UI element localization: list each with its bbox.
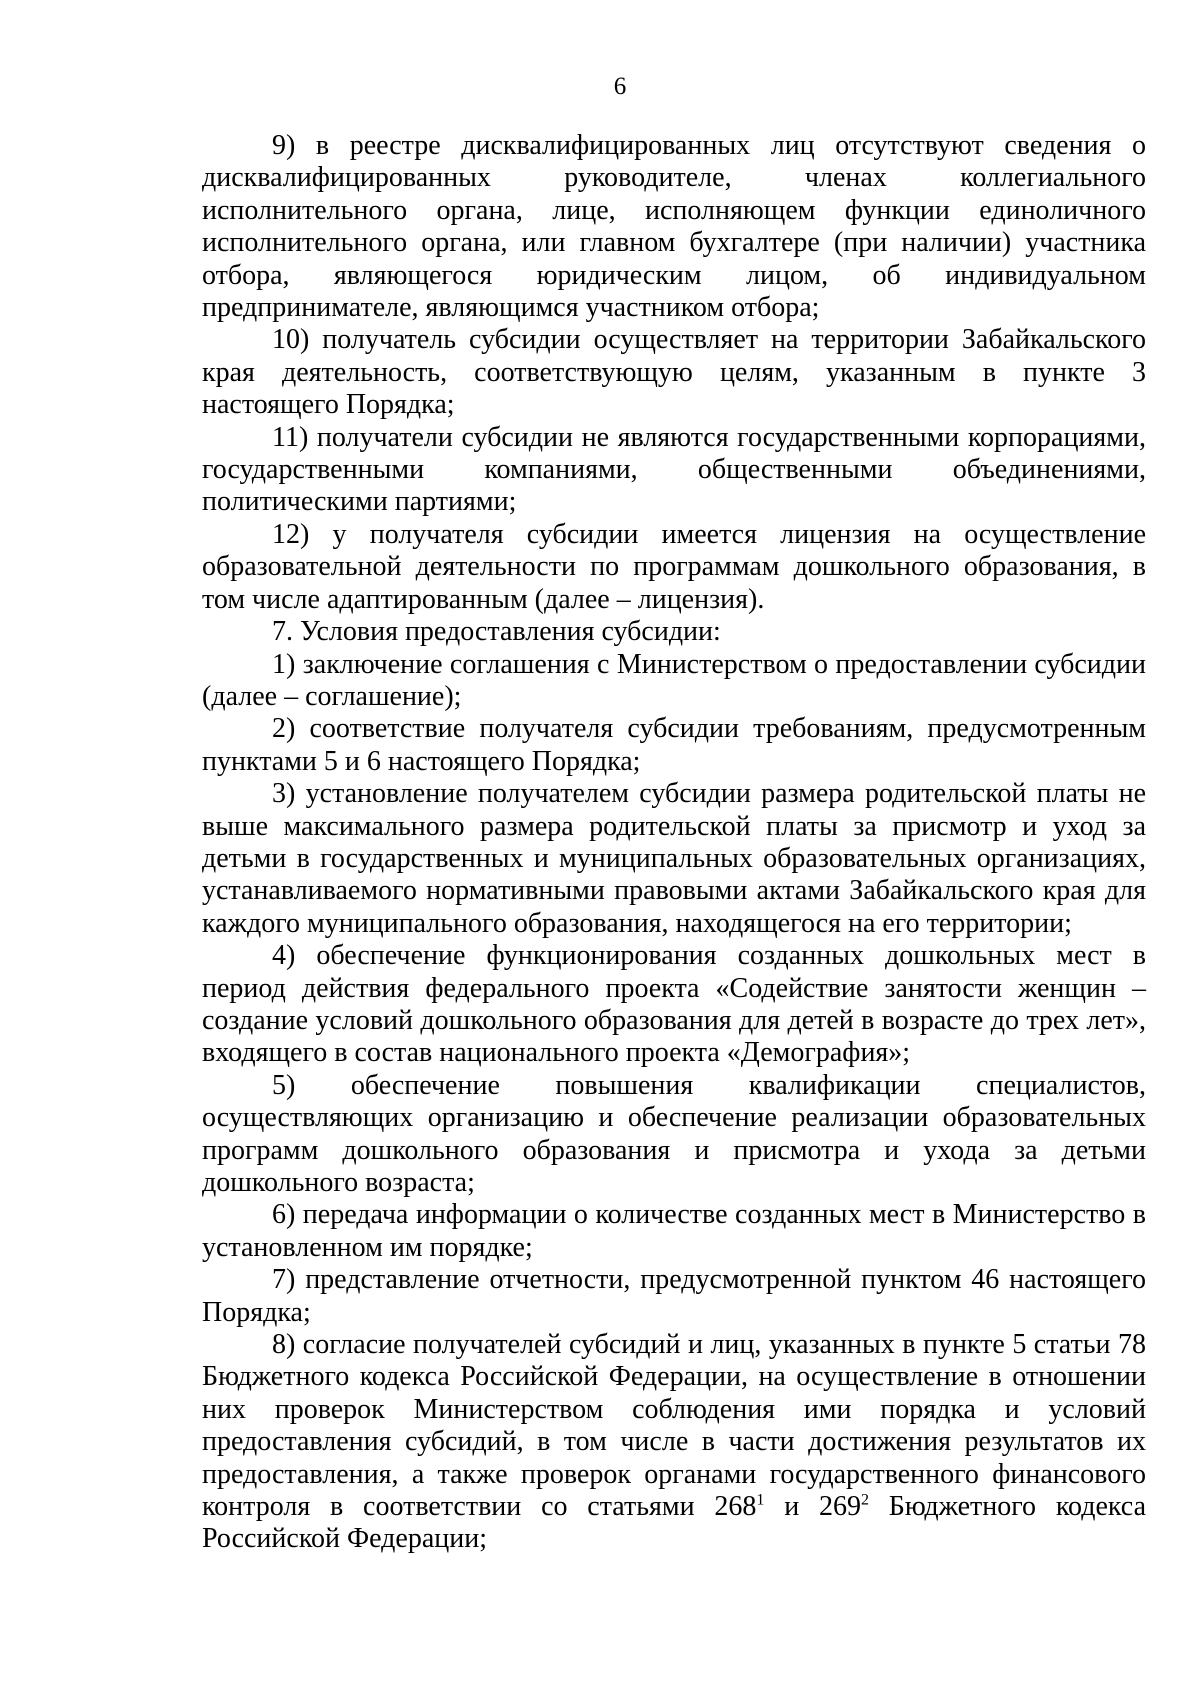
paragraph-item-9: 9) в реестре дисквалифицированных лиц отсутствуют сведения о дисквалифицированных руководителе, членах коллегиального исполнительного органа, лице, исполняющем функции единоличного исполнительного органа, или главном бухгалтере (при наличии) участника отбора, являющегося юридическим лицом, об индивидуальном предпринимателе, являющимся участником отбора; [202, 130, 1146, 324]
condition-item-5: 5) обеспечение повышения квалификации специалистов, осуществляющих организацию и обеспечение реализации образовательных программ дошкольного образования и присмотра и ухода за детьми дошкольного возраста; [202, 1069, 1146, 1198]
paragraph-item-12: 12) у получателя субсидии имеется лицензия на осуществление образовательной деятельности по программам дошкольного образования, в том числе адаптированным (далее – лицензия). [202, 518, 1146, 615]
condition-item-6: 6) передача информации о количестве созданных мест в Министерство в установленном им порядке; [202, 1199, 1146, 1263]
condition-item-3: 3) установление получателем субсидии размера родительской платы не выше максимального размера родительской платы за присмотр и уход за детьми в государственных и муниципальных образовательных организациях, устанавливаемого нормативными правовыми актами Забайкальского края для каждого муниципального образования, находящегося на его территории; [202, 778, 1146, 939]
condition-item-8-text-3: Бюджетного кодекса Российской Федерации; [202, 1491, 1146, 1555]
paragraph-item-10: 10) получатель субсидии осуществляет на территории Забайкальского края деятельность, соответствующую целям, указанным в пункте 3 настоящего Порядка; [202, 324, 1146, 421]
condition-item-8-text-1: 8) согласие получателей субсидий и лиц, указанных в пункте 5 статьи 78 Бюджетного кодекса Российской Федерации, на осуществление в отношении них проверок Министерством соблюдения ими порядка и условий предоставления субсидий, в том числе в части достижения результатов их предоставления, а также проверок органами государственного финансового контроля в соответствии со статьями 268 [202, 1329, 1146, 1523]
superscript-1: 1 [756, 1491, 765, 1509]
condition-item-2: 2) соответствие получателя субсидии требованиям, предусмотренным пунктами 5 и 6 настоящего Порядка; [202, 713, 1146, 777]
section-7-heading: 7. Условия предоставления субсидии: [272, 616, 721, 648]
condition-item-1: 1) заключение соглашения с Министерством о предоставлении субсидии (далее – соглашение); [202, 648, 1146, 712]
document-body [202, 130, 1146, 1556]
condition-item-8-text-2: и 269 [764, 1491, 861, 1523]
condition-item-7: 7) представление отчетности, предусмотренной пунктом 46 настоящего Порядка; [202, 1264, 1146, 1328]
page-number: 6 [613, 73, 627, 100]
condition-item-4: 4) обеспечение функционирования созданных дошкольных мест в период действия федерального проекта «Содействие занятости женщин – создание условий дошкольного образования для детей в возрасте до трех лет», входящего в состав национального проекта «Демография»; [202, 940, 1146, 1069]
condition-item-8 [202, 1329, 1146, 1556]
superscript-2: 2 [861, 1491, 869, 1509]
paragraph-item-11: 11) получатели субсидии не являются государственными корпорациями, государственными компаниями, общественными объединениями, политическими партиями; [202, 421, 1146, 518]
